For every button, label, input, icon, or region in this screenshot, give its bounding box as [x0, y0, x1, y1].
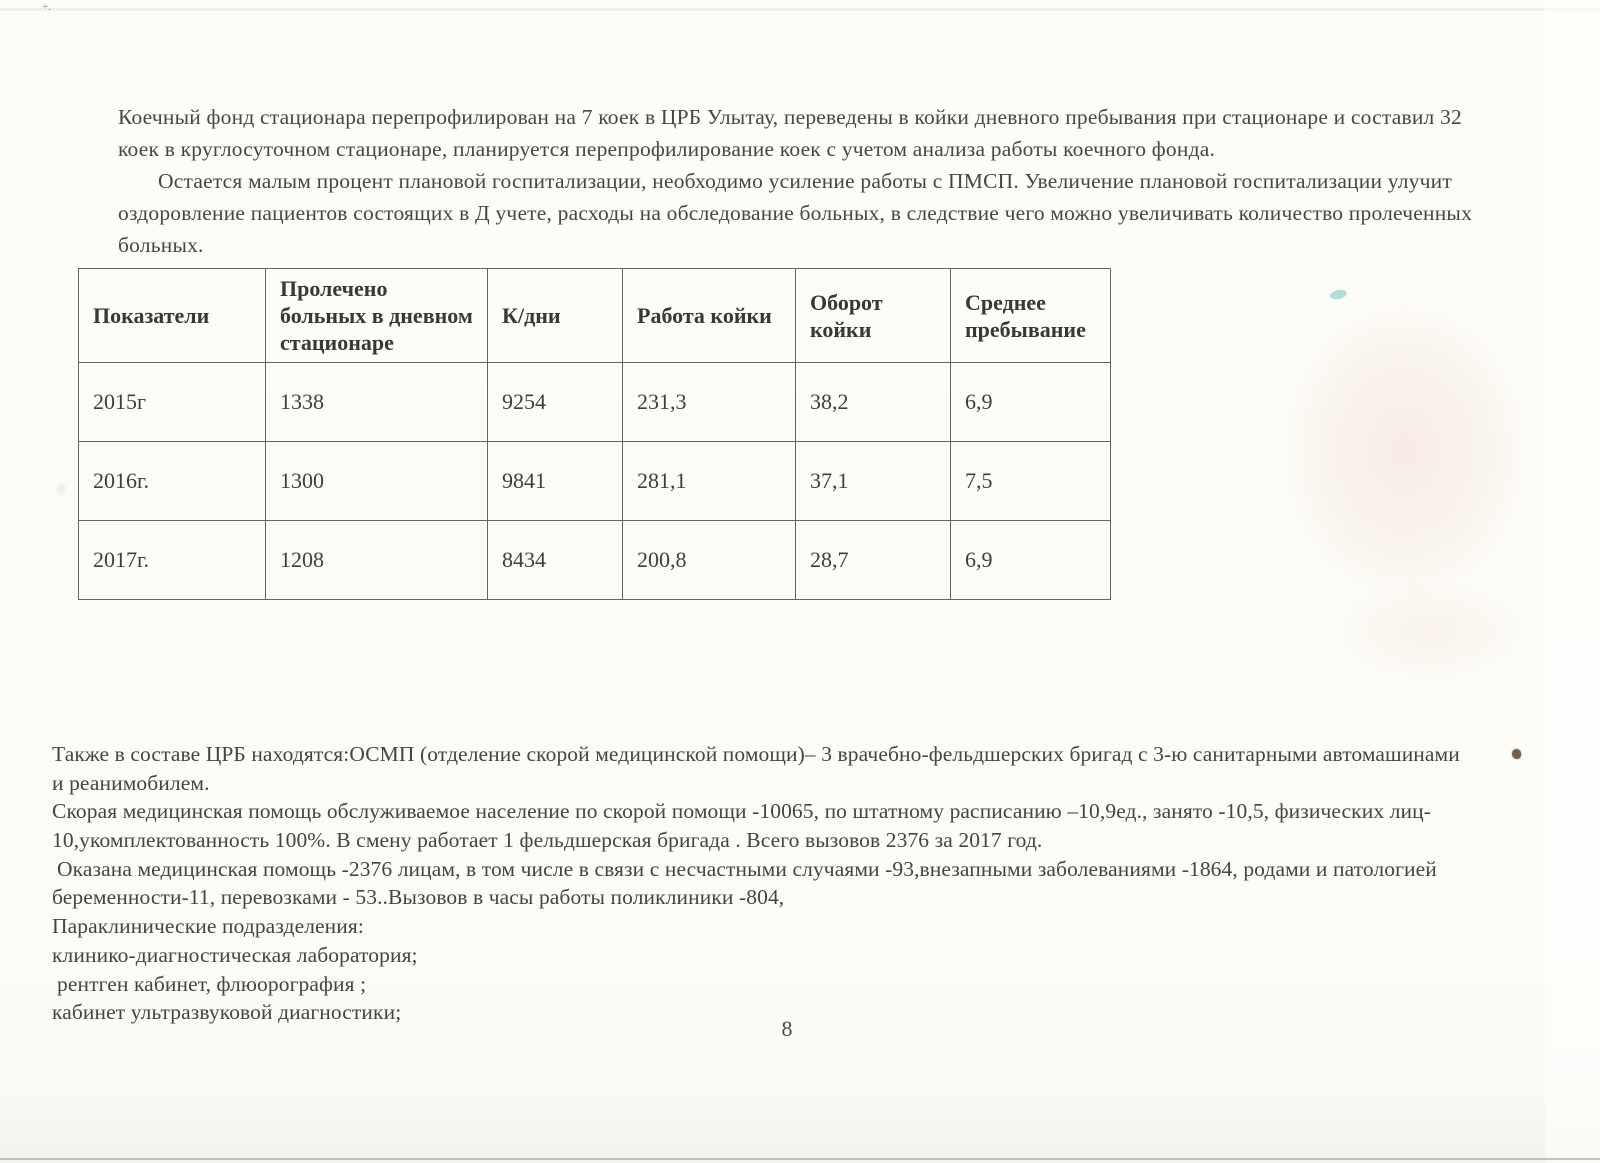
- table-cell: 6,9: [951, 521, 1111, 600]
- scan-smudge-left: [52, 478, 70, 500]
- page-number: 8: [781, 1016, 793, 1041]
- table-cell: 7,5: [951, 442, 1111, 521]
- body-line: клинико-диагностическая лаборатория;: [52, 942, 418, 967]
- intro-line: больных.: [118, 233, 204, 257]
- table-row-2016: [79, 442, 1111, 521]
- table-cell: 37,1: [796, 442, 951, 521]
- table-cell: 28,7: [796, 521, 951, 600]
- scan-stain-pink-lower: [1300, 560, 1560, 700]
- body-line: беременности-11, перевозками - 53..Вызовов в часы работы поликлиники -804,: [52, 885, 785, 910]
- body-line: 10,укомплектованность 100%. В смену работает 1 фельдшерская бригада . Всего вызовов 2376 за 2017 год.: [52, 828, 1043, 853]
- table-cell: 1208: [266, 521, 488, 600]
- table-cell: 6,9: [951, 363, 1111, 442]
- table-cell: 38,2: [796, 363, 951, 442]
- scan-edge-line-bottom: [0, 1158, 1600, 1160]
- scan-edge-light-right: [1545, 0, 1600, 1163]
- table-cell-year: 2017г.: [79, 521, 266, 600]
- table-header-average-stay: Среднее пребывание: [951, 269, 1111, 363]
- body-paragraphs: [52, 740, 1552, 1027]
- body-line: Оказана медицинская помощь -2376 лицам, в том числе в связи с несчастными случаями -93,внезапными заболеваниями -1864, родами и патологией: [57, 856, 1437, 881]
- table-cell: 1338: [266, 363, 488, 442]
- body-line: Скорая медицинская помощь обслуживаемое население по скорой помощи -10065, по штатному расписанию –10,9ед., занято -10,5, физических лиц-: [52, 799, 1431, 824]
- intro-line: Коечный фонд стационара перепрофилирован на 7 коек в ЦРБ Улытау, переведены в койки дневного пребывания при стационаре и составил 32: [118, 105, 1462, 129]
- table-header-bed-work: Работа койки: [623, 269, 796, 363]
- table-header-bed-days: К/дни: [488, 269, 623, 363]
- table-cell: 9841: [488, 442, 623, 521]
- table-cell: 281,1: [623, 442, 796, 521]
- table-cell: 231,3: [623, 363, 796, 442]
- table-row-2017: [79, 521, 1111, 600]
- table-cell-year: 2016г.: [79, 442, 266, 521]
- intro-line: оздоровление пациентов состоящих в Д учете, расходы на обследование больных, в следствие чего можно увеличивать количество пролеченных: [118, 201, 1473, 225]
- table-cell: 8434: [488, 521, 623, 600]
- intro-line: Остается малым процент плановой госпитализации, необходимо усиление работы с ПМСП. Увеличение плановой госпитализации улучит: [158, 169, 1452, 193]
- body-line: Также в составе ЦРБ находятся:ОСМП (отделение скорой медицинской помощи)– 3 врачебно-фельдшерских бригад с 3-ю санитарными автомашинами: [52, 742, 1460, 766]
- intro-paragraphs: [118, 101, 1538, 261]
- table-header-bed-turnover: Оборот койки: [796, 269, 951, 363]
- scan-corner-mark: +.: [42, 1, 51, 13]
- bed-statistics-table: [78, 268, 1111, 600]
- body-line: кабинет ультразвуковой диагностики;: [52, 1000, 402, 1025]
- table-cell: 200,8: [623, 521, 796, 600]
- table-header-patients-treated: Пролечено больных в дневном стационаре: [266, 269, 488, 363]
- scan-edge-shade-top: [0, 8, 1600, 11]
- intro-line: коек в круглосуточном стационаре, планируется перепрофилирование коек с учетом анализа работы коечного фонда.: [118, 137, 1216, 161]
- table-cell: 1300: [266, 442, 488, 521]
- table-cell: 9254: [488, 363, 623, 442]
- table-header-indicators: Показатели: [79, 269, 266, 363]
- body-line: Параклинические подразделения:: [52, 914, 364, 939]
- table-header-row: [79, 269, 1111, 363]
- body-line: рентген кабинет, флюорография ;: [57, 971, 367, 996]
- table-row-2015: [79, 363, 1111, 442]
- table-cell-year: 2015г: [79, 363, 266, 442]
- body-line: и реанимобилем.: [52, 770, 210, 795]
